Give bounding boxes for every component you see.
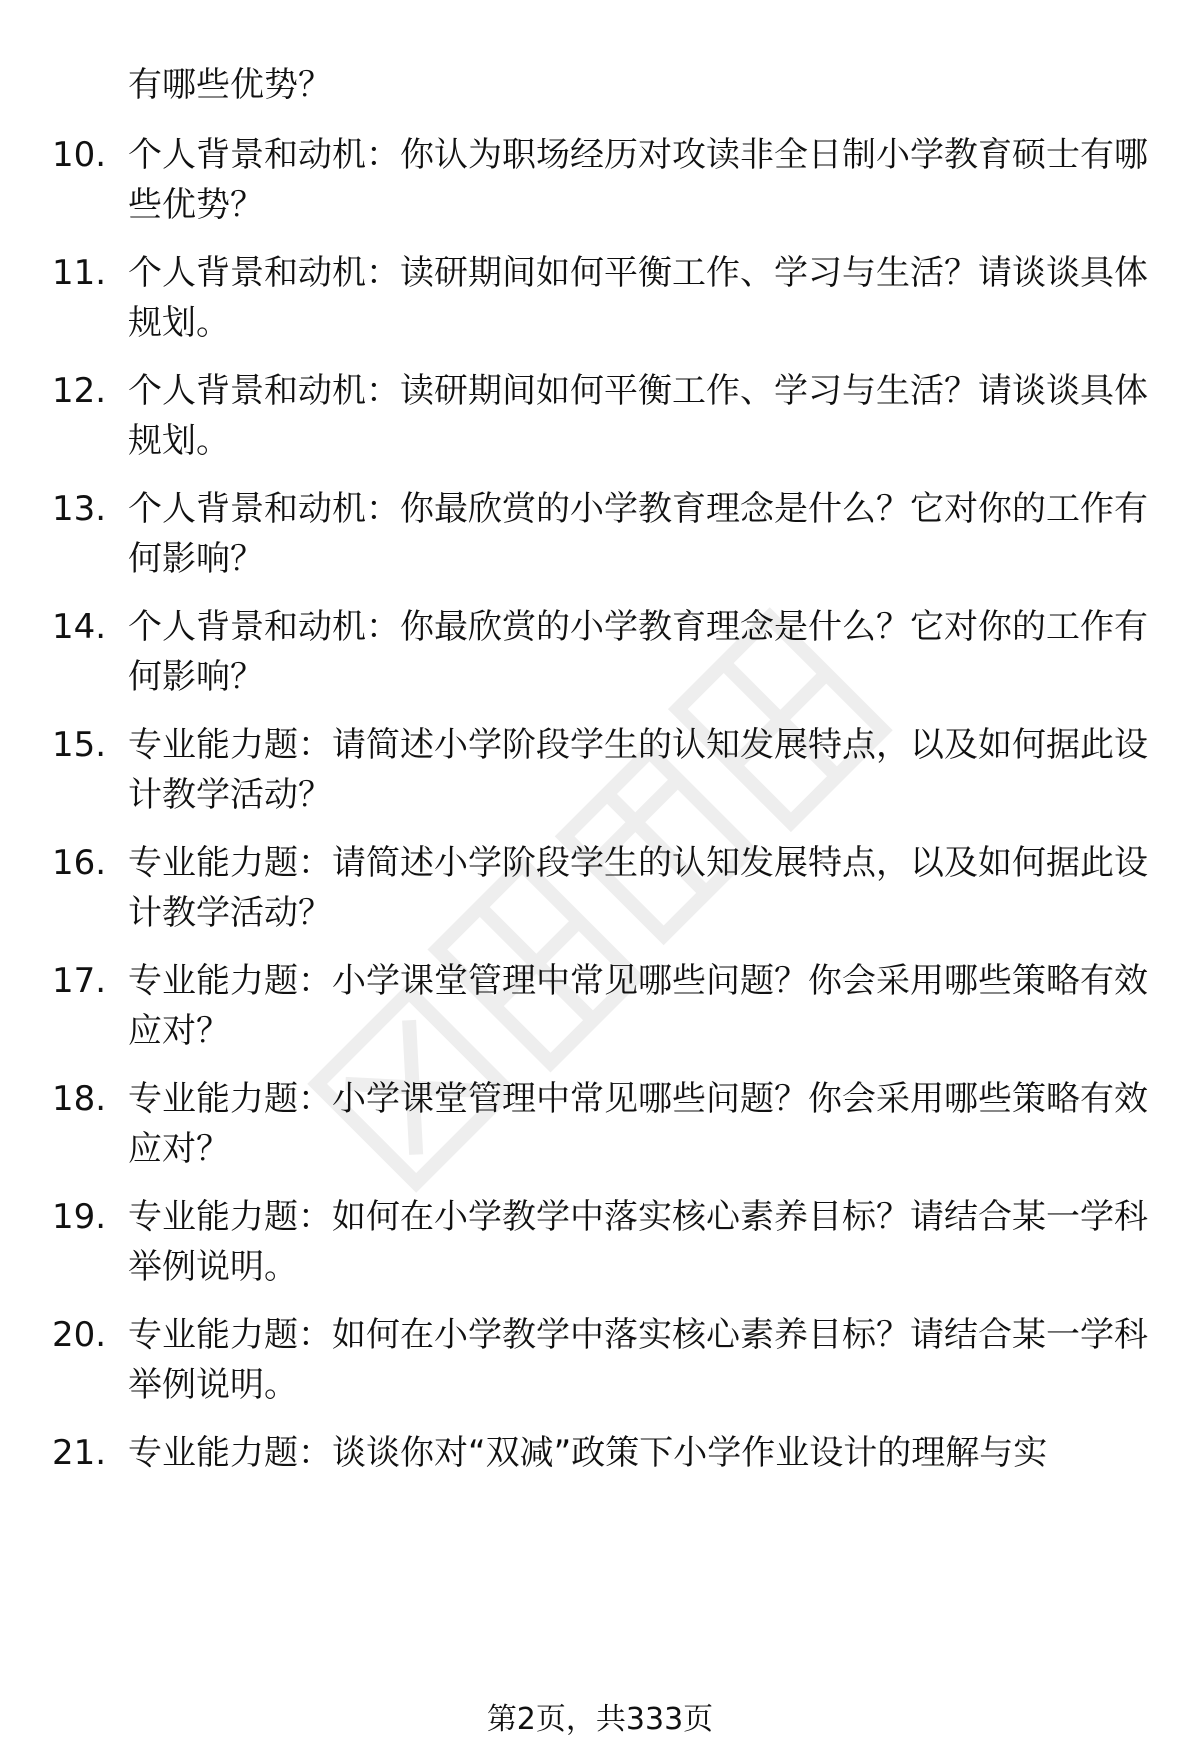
page-footer: 第2页，共333页 [486, 1702, 714, 1737]
question-number: 17. [52, 961, 107, 1001]
question-item [52, 602, 1152, 702]
question-text: 个人背景和动机：你最欣赏的小学教育理念是什么？它对你的工作有何影响？ [128, 607, 1148, 697]
question-text: 个人背景和动机：你最欣赏的小学教育理念是什么？它对你的工作有何影响？ [128, 489, 1148, 579]
question-item [52, 838, 1152, 938]
question-number: 14. [52, 607, 107, 647]
question-item [52, 1074, 1152, 1174]
question-text: 专业能力题：谈谈你对“双减”政策下小学作业设计的理解与实 [128, 1433, 1048, 1473]
question-number: 11. [52, 253, 107, 293]
question-item [52, 1192, 1152, 1292]
question-item [52, 130, 1152, 230]
continuation-text: 有哪些优势？ [128, 65, 332, 105]
question-number: 10. [52, 135, 107, 175]
question-number: 12. [52, 371, 107, 411]
question-text: 个人背景和动机：读研期间如何平衡工作、学习与生活？请谈谈具体规划。 [128, 253, 1148, 343]
question-text: 专业能力题：请简述小学阶段学生的认知发展特点，以及如何据此设计教学活动？ [128, 843, 1148, 933]
question-item [52, 1428, 1152, 1478]
question-item [52, 366, 1152, 466]
question-text: 专业能力题：小学课堂管理中常见哪些问题？你会采用哪些策略有效应对？ [128, 961, 1148, 1051]
question-item [52, 720, 1152, 820]
question-number: 15. [52, 725, 107, 765]
question-text: 个人背景和动机：你认为职场经历对攻读非全日制小学教育硕士有哪些优势？ [128, 135, 1148, 225]
question-item [52, 956, 1152, 1056]
question-number: 18. [52, 1079, 107, 1119]
question-text: 专业能力题：如何在小学教学中落实核心素养目标？请结合某一学科举例说明。 [128, 1197, 1148, 1287]
question-number: 19. [52, 1197, 107, 1237]
question-text: 专业能力题：小学课堂管理中常见哪些问题？你会采用哪些策略有效应对？ [128, 1079, 1148, 1169]
question-text: 专业能力题：请简述小学阶段学生的认知发展特点，以及如何据此设计教学活动？ [128, 725, 1148, 815]
question-number: 13. [52, 489, 107, 529]
question-text: 个人背景和动机：读研期间如何平衡工作、学习与生活？请谈谈具体规划。 [128, 371, 1148, 461]
question-number: 21. [52, 1433, 107, 1473]
question-text: 专业能力题：如何在小学教学中落实核心素养目标？请结合某一学科举例说明。 [128, 1315, 1148, 1405]
question-item [52, 1310, 1152, 1410]
question-item [52, 248, 1152, 348]
question-number: 20. [52, 1315, 107, 1355]
question-number: 16. [52, 843, 107, 883]
question-item [52, 484, 1152, 584]
